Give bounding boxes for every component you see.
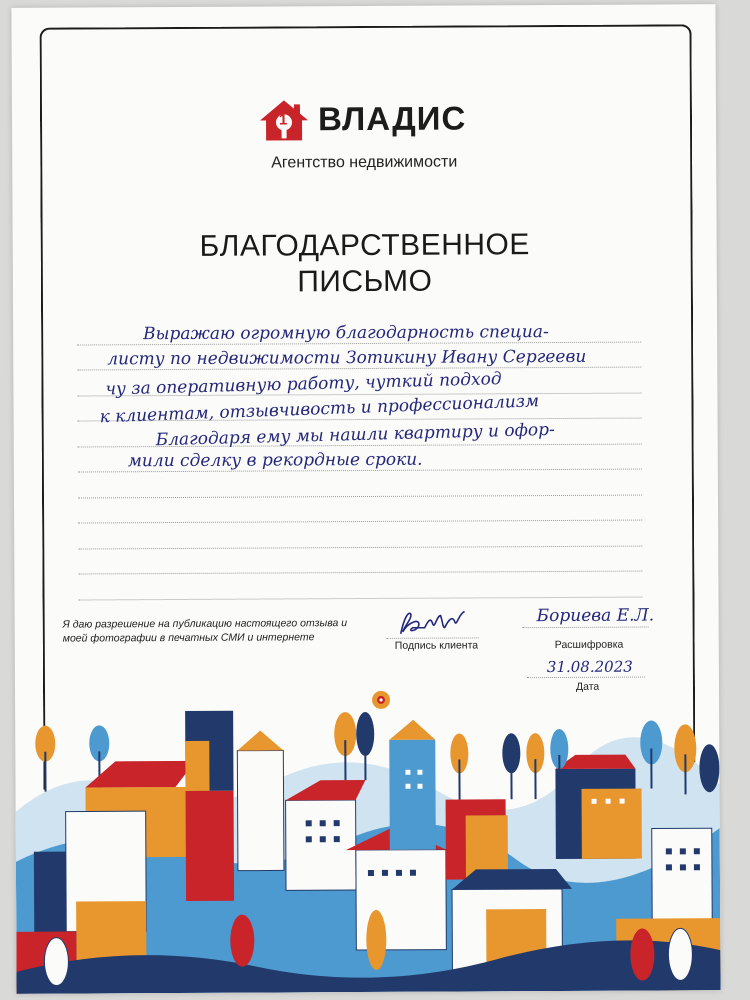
letter-title xyxy=(13,226,717,302)
handwritten-line: Благодаря ему мы нашли квартиру и офор- xyxy=(155,419,556,450)
handwritten-text-area xyxy=(77,317,642,600)
handwritten-line: чу за оперативную работу, чуткий подход xyxy=(105,368,502,400)
text-line xyxy=(78,419,642,450)
client-signature-field xyxy=(387,621,479,638)
title-line-1: БЛАГОДАРСТВЕННОЕ xyxy=(199,228,530,263)
handwritten-line: к клиентам, отзывчивость и профессионализм xyxy=(99,391,540,428)
city-illustration xyxy=(15,688,721,994)
text-line xyxy=(77,391,641,428)
text-line xyxy=(78,546,642,574)
company-name: ВЛАДИС xyxy=(317,99,467,138)
date-value: 31.08.2023 xyxy=(546,657,633,677)
text-line xyxy=(77,368,641,400)
text-line xyxy=(78,495,642,523)
date-field xyxy=(527,655,645,679)
logo-digit: 1 xyxy=(278,111,288,129)
decoding-value: Бориева Е.Л. xyxy=(536,605,655,627)
client-signature xyxy=(395,607,475,637)
text-line xyxy=(78,470,642,498)
company-tagline: Агентство недвижимости xyxy=(271,153,458,172)
text-line xyxy=(77,342,641,370)
date-label: Дата xyxy=(575,680,600,693)
publication-permission: Я даю разрешение на публикацию настоящего отзыва и моей фотографии в печатных СМИ и интернете xyxy=(62,617,348,645)
text-line xyxy=(77,317,641,345)
text-line xyxy=(78,521,642,549)
text-line xyxy=(78,444,642,472)
letter-sheet xyxy=(11,4,720,994)
handwritten-line: мили сделку в рекордные сроки. xyxy=(127,449,423,472)
decoding-label: Расшифровка xyxy=(554,638,624,652)
company-logo xyxy=(258,97,478,146)
text-line xyxy=(78,572,642,600)
decoding-field xyxy=(523,603,655,629)
handwritten-line: листу по недвижимости Зотикину Ивану Сергееви xyxy=(107,346,587,370)
client-signature-label: Подпись клиента xyxy=(394,639,479,652)
handwritten-line: Выражаю огромную благодарность специа- xyxy=(143,321,549,344)
title-line-2: ПИСЬМО xyxy=(297,264,433,299)
